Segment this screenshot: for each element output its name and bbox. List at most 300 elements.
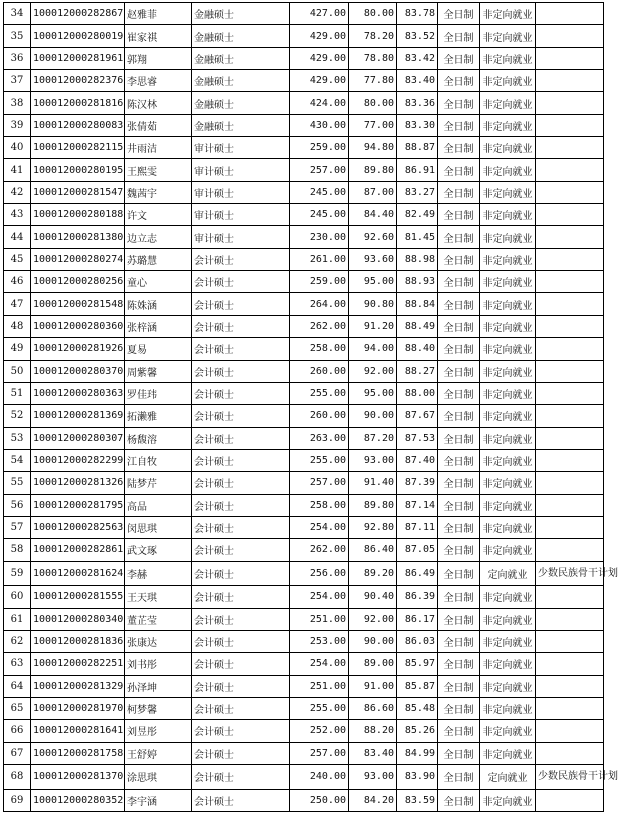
name-cell: 刘书彤 xyxy=(125,653,192,675)
major-cell: 金融硕士 xyxy=(192,92,290,114)
major-cell: 会计硕士 xyxy=(192,271,290,293)
employment-type-cell: 非定向就业 xyxy=(480,516,536,538)
major-cell: 会计硕士 xyxy=(192,561,290,586)
seq-cell: 46 xyxy=(4,271,31,293)
table-row xyxy=(4,561,604,586)
initial-score-cell: 257.00 xyxy=(290,472,349,494)
initial-score-cell: 250.00 xyxy=(290,789,349,811)
seq-cell: 51 xyxy=(4,382,31,404)
initial-score-cell: 255.00 xyxy=(290,697,349,719)
total-score-cell: 83.42 xyxy=(397,47,438,69)
employment-type-cell: 非定向就业 xyxy=(480,405,536,427)
special-plan-cell xyxy=(536,539,604,561)
study-mode-cell: 全日制 xyxy=(438,789,480,811)
major-cell: 会计硕士 xyxy=(192,248,290,270)
special-plan-cell xyxy=(536,494,604,516)
study-mode-cell: 全日制 xyxy=(438,697,480,719)
seq-cell: 48 xyxy=(4,315,31,337)
employment-type-cell: 非定向就业 xyxy=(480,338,536,360)
candidate-id-cell: 100012000281548 xyxy=(31,293,125,315)
study-mode-cell: 全日制 xyxy=(438,405,480,427)
study-mode-cell: 全日制 xyxy=(438,338,480,360)
table-row xyxy=(4,516,604,538)
name-cell: 涂思琪 xyxy=(125,764,192,789)
initial-score-cell: 261.00 xyxy=(290,248,349,270)
table-row xyxy=(4,720,604,742)
total-score-cell: 88.87 xyxy=(397,137,438,159)
study-mode-cell: 全日制 xyxy=(438,675,480,697)
major-cell: 审计硕士 xyxy=(192,159,290,181)
total-score-cell: 83.36 xyxy=(397,92,438,114)
total-score-cell: 88.98 xyxy=(397,248,438,270)
major-cell: 会计硕士 xyxy=(192,494,290,516)
retest-score-cell: 87.20 xyxy=(349,427,397,449)
table-row xyxy=(4,789,604,811)
seq-cell: 53 xyxy=(4,427,31,449)
special-plan-cell xyxy=(536,675,604,697)
retest-score-cell: 89.20 xyxy=(349,561,397,586)
study-mode-cell: 全日制 xyxy=(438,70,480,92)
name-cell: 王熙雯 xyxy=(125,159,192,181)
employment-type-cell: 非定向就业 xyxy=(480,427,536,449)
table-row xyxy=(4,449,604,471)
candidate-id-cell: 100012000282867 xyxy=(31,3,125,25)
table-row xyxy=(4,159,604,181)
total-score-cell: 88.93 xyxy=(397,271,438,293)
employment-type-cell: 非定向就业 xyxy=(480,675,536,697)
seq-cell: 42 xyxy=(4,181,31,203)
candidate-id-cell: 100012000282563 xyxy=(31,516,125,538)
total-score-cell: 87.39 xyxy=(397,472,438,494)
candidate-id-cell: 100012000282861 xyxy=(31,539,125,561)
seq-cell: 63 xyxy=(4,653,31,675)
total-score-cell: 85.48 xyxy=(397,697,438,719)
seq-cell: 49 xyxy=(4,338,31,360)
study-mode-cell: 全日制 xyxy=(438,271,480,293)
retest-score-cell: 93.00 xyxy=(349,449,397,471)
study-mode-cell: 全日制 xyxy=(438,494,480,516)
name-cell: 罗佳玮 xyxy=(125,382,192,404)
initial-score-cell: 262.00 xyxy=(290,539,349,561)
special-plan-cell xyxy=(536,720,604,742)
name-cell: 井雨洁 xyxy=(125,137,192,159)
seq-cell: 67 xyxy=(4,742,31,764)
name-cell: 郭翔 xyxy=(125,47,192,69)
total-score-cell: 87.53 xyxy=(397,427,438,449)
study-mode-cell: 全日制 xyxy=(438,315,480,337)
table-row xyxy=(4,586,604,608)
seq-cell: 45 xyxy=(4,248,31,270)
total-score-cell: 83.59 xyxy=(397,789,438,811)
employment-type-cell: 非定向就业 xyxy=(480,653,536,675)
major-cell: 会计硕士 xyxy=(192,608,290,630)
initial-score-cell: 251.00 xyxy=(290,608,349,630)
seq-cell: 60 xyxy=(4,586,31,608)
table-row xyxy=(4,608,604,630)
name-cell: 杨馥溶 xyxy=(125,427,192,449)
candidate-id-cell: 100012000280340 xyxy=(31,608,125,630)
total-score-cell: 82.49 xyxy=(397,204,438,226)
name-cell: 闵思琪 xyxy=(125,516,192,538)
name-cell: 边立志 xyxy=(125,226,192,248)
name-cell: 高品 xyxy=(125,494,192,516)
study-mode-cell: 全日制 xyxy=(438,427,480,449)
name-cell: 李思睿 xyxy=(125,70,192,92)
seq-cell: 55 xyxy=(4,472,31,494)
employment-type-cell: 非定向就业 xyxy=(480,472,536,494)
candidate-id-cell: 100012000281795 xyxy=(31,494,125,516)
seq-cell: 39 xyxy=(4,114,31,136)
employment-type-cell: 非定向就业 xyxy=(480,204,536,226)
name-cell: 李宇涵 xyxy=(125,789,192,811)
candidate-id-cell: 100012000280019 xyxy=(31,25,125,47)
special-plan-cell xyxy=(536,427,604,449)
table-row xyxy=(4,630,604,652)
employment-type-cell: 非定向就业 xyxy=(480,92,536,114)
major-cell: 会计硕士 xyxy=(192,586,290,608)
candidate-id-cell: 100012000281380 xyxy=(31,226,125,248)
candidate-id-cell: 100012000280352 xyxy=(31,789,125,811)
retest-score-cell: 91.00 xyxy=(349,675,397,697)
major-cell: 审计硕士 xyxy=(192,181,290,203)
study-mode-cell: 全日制 xyxy=(438,449,480,471)
special-plan-cell xyxy=(536,360,604,382)
major-cell: 会计硕士 xyxy=(192,516,290,538)
initial-score-cell: 263.00 xyxy=(290,427,349,449)
table-row xyxy=(4,675,604,697)
total-score-cell: 88.27 xyxy=(397,360,438,382)
retest-score-cell: 90.00 xyxy=(349,630,397,652)
seq-cell: 52 xyxy=(4,405,31,427)
name-cell: 刘昱彤 xyxy=(125,720,192,742)
retest-score-cell: 94.00 xyxy=(349,338,397,360)
initial-score-cell: 264.00 xyxy=(290,293,349,315)
retest-score-cell: 90.00 xyxy=(349,405,397,427)
total-score-cell: 87.40 xyxy=(397,449,438,471)
table-row xyxy=(4,137,604,159)
special-plan-cell xyxy=(536,204,604,226)
retest-score-cell: 84.20 xyxy=(349,789,397,811)
table-row xyxy=(4,360,604,382)
special-plan-cell xyxy=(536,92,604,114)
initial-score-cell: 254.00 xyxy=(290,586,349,608)
name-cell: 陈姝涵 xyxy=(125,293,192,315)
special-plan-cell xyxy=(536,586,604,608)
study-mode-cell: 全日制 xyxy=(438,608,480,630)
table-row xyxy=(4,338,604,360)
special-plan-cell xyxy=(536,3,604,25)
special-plan-cell xyxy=(536,47,604,69)
employment-type-cell: 非定向就业 xyxy=(480,315,536,337)
major-cell: 金融硕士 xyxy=(192,3,290,25)
name-cell: 张康达 xyxy=(125,630,192,652)
name-cell: 拓濑雅 xyxy=(125,405,192,427)
employment-type-cell: 非定向就业 xyxy=(480,630,536,652)
initial-score-cell: 254.00 xyxy=(290,516,349,538)
study-mode-cell: 全日制 xyxy=(438,226,480,248)
seq-cell: 56 xyxy=(4,494,31,516)
total-score-cell: 85.87 xyxy=(397,675,438,697)
employment-type-cell: 非定向就业 xyxy=(480,697,536,719)
employment-type-cell: 非定向就业 xyxy=(480,47,536,69)
total-score-cell: 85.97 xyxy=(397,653,438,675)
candidate-id-cell: 100012000281555 xyxy=(31,586,125,608)
seq-cell: 64 xyxy=(4,675,31,697)
study-mode-cell: 全日制 xyxy=(438,653,480,675)
name-cell: 柯梦馨 xyxy=(125,697,192,719)
seq-cell: 61 xyxy=(4,608,31,630)
major-cell: 会计硕士 xyxy=(192,293,290,315)
initial-score-cell: 430.00 xyxy=(290,114,349,136)
initial-score-cell: 252.00 xyxy=(290,720,349,742)
study-mode-cell: 全日制 xyxy=(438,630,480,652)
employment-type-cell: 非定向就业 xyxy=(480,25,536,47)
initial-score-cell: 257.00 xyxy=(290,742,349,764)
study-mode-cell: 全日制 xyxy=(438,720,480,742)
table-row xyxy=(4,764,604,789)
major-cell: 会计硕士 xyxy=(192,472,290,494)
major-cell: 会计硕士 xyxy=(192,539,290,561)
major-cell: 会计硕士 xyxy=(192,315,290,337)
table-row xyxy=(4,293,604,315)
candidate-id-cell: 100012000281326 xyxy=(31,472,125,494)
name-cell: 张梓涵 xyxy=(125,315,192,337)
employment-type-cell: 非定向就业 xyxy=(480,271,536,293)
name-cell: 江自牧 xyxy=(125,449,192,471)
special-plan-cell xyxy=(536,137,604,159)
total-score-cell: 87.11 xyxy=(397,516,438,538)
major-cell: 会计硕士 xyxy=(192,764,290,789)
retest-score-cell: 91.40 xyxy=(349,472,397,494)
seq-cell: 58 xyxy=(4,539,31,561)
retest-score-cell: 84.40 xyxy=(349,204,397,226)
study-mode-cell: 全日制 xyxy=(438,25,480,47)
initial-score-cell: 255.00 xyxy=(290,449,349,471)
study-mode-cell: 全日制 xyxy=(438,539,480,561)
special-plan-cell xyxy=(536,630,604,652)
table-row xyxy=(4,47,604,69)
candidate-id-cell: 100012000280083 xyxy=(31,114,125,136)
study-mode-cell: 全日制 xyxy=(438,137,480,159)
major-cell: 审计硕士 xyxy=(192,226,290,248)
study-mode-cell: 全日制 xyxy=(438,3,480,25)
retest-score-cell: 87.00 xyxy=(349,181,397,203)
total-score-cell: 86.17 xyxy=(397,608,438,630)
retest-score-cell: 92.60 xyxy=(349,226,397,248)
initial-score-cell: 256.00 xyxy=(290,561,349,586)
candidate-id-cell: 100012000280274 xyxy=(31,248,125,270)
table-body xyxy=(4,3,618,812)
special-plan-cell xyxy=(536,608,604,630)
retest-score-cell: 94.80 xyxy=(349,137,397,159)
study-mode-cell: 全日制 xyxy=(438,181,480,203)
candidate-id-cell: 100012000280360 xyxy=(31,315,125,337)
initial-score-cell: 260.00 xyxy=(290,405,349,427)
table-row xyxy=(4,114,604,136)
table-row xyxy=(4,472,604,494)
seq-cell: 57 xyxy=(4,516,31,538)
table-row xyxy=(4,405,604,427)
retest-score-cell: 92.80 xyxy=(349,516,397,538)
total-score-cell: 85.26 xyxy=(397,720,438,742)
retest-score-cell: 89.80 xyxy=(349,494,397,516)
retest-score-cell: 78.80 xyxy=(349,47,397,69)
employment-type-cell: 非定向就业 xyxy=(480,137,536,159)
retest-score-cell: 86.40 xyxy=(349,539,397,561)
candidate-id-cell: 100012000282376 xyxy=(31,70,125,92)
candidate-id-cell: 100012000280188 xyxy=(31,204,125,226)
seq-cell: 69 xyxy=(4,789,31,811)
employment-type-cell: 非定向就业 xyxy=(480,248,536,270)
name-cell: 孙泽坤 xyxy=(125,675,192,697)
employment-type-cell: 非定向就业 xyxy=(480,3,536,25)
study-mode-cell: 全日制 xyxy=(438,516,480,538)
retest-score-cell: 77.80 xyxy=(349,70,397,92)
study-mode-cell: 全日制 xyxy=(438,764,480,789)
special-plan-cell xyxy=(536,315,604,337)
initial-score-cell: 262.00 xyxy=(290,315,349,337)
table-row xyxy=(4,539,604,561)
candidate-id-cell: 100012000280195 xyxy=(31,159,125,181)
initial-score-cell: 245.00 xyxy=(290,204,349,226)
initial-score-cell: 240.00 xyxy=(290,764,349,789)
study-mode-cell: 全日制 xyxy=(438,360,480,382)
seq-cell: 50 xyxy=(4,360,31,382)
candidate-id-cell: 100012000281624 xyxy=(31,561,125,586)
major-cell: 审计硕士 xyxy=(192,204,290,226)
seq-cell: 68 xyxy=(4,764,31,789)
table-row xyxy=(4,427,604,449)
name-cell: 王天琪 xyxy=(125,586,192,608)
total-score-cell: 84.99 xyxy=(397,742,438,764)
retest-score-cell: 80.00 xyxy=(349,92,397,114)
initial-score-cell: 253.00 xyxy=(290,630,349,652)
retest-score-cell: 93.60 xyxy=(349,248,397,270)
candidate-id-cell: 100012000281641 xyxy=(31,720,125,742)
retest-score-cell: 90.40 xyxy=(349,586,397,608)
table-row xyxy=(4,181,604,203)
employment-type-cell: 非定向就业 xyxy=(480,539,536,561)
initial-score-cell: 424.00 xyxy=(290,92,349,114)
name-cell: 魏茜宇 xyxy=(125,181,192,203)
major-cell: 会计硕士 xyxy=(192,427,290,449)
special-plan-cell xyxy=(536,789,604,811)
employment-type-cell: 非定向就业 xyxy=(480,226,536,248)
retest-score-cell: 78.20 xyxy=(349,25,397,47)
candidate-id-cell: 100012000281970 xyxy=(31,697,125,719)
table-row xyxy=(4,226,604,248)
employment-type-cell: 非定向就业 xyxy=(480,742,536,764)
initial-score-cell: 230.00 xyxy=(290,226,349,248)
special-plan-cell xyxy=(536,697,604,719)
employment-type-cell: 非定向就业 xyxy=(480,789,536,811)
total-score-cell: 83.40 xyxy=(397,70,438,92)
name-cell: 陆梦芹 xyxy=(125,472,192,494)
retest-score-cell: 92.00 xyxy=(349,608,397,630)
name-cell: 苏璐慧 xyxy=(125,248,192,270)
total-score-cell: 83.52 xyxy=(397,25,438,47)
initial-score-cell: 259.00 xyxy=(290,137,349,159)
table-row xyxy=(4,742,604,764)
initial-score-cell: 255.00 xyxy=(290,382,349,404)
study-mode-cell: 全日制 xyxy=(438,382,480,404)
employment-type-cell: 非定向就业 xyxy=(480,494,536,516)
candidate-id-cell: 100012000281547 xyxy=(31,181,125,203)
retest-score-cell: 89.00 xyxy=(349,653,397,675)
name-cell: 赵雅菲 xyxy=(125,3,192,25)
initial-score-cell: 427.00 xyxy=(290,3,349,25)
major-cell: 会计硕士 xyxy=(192,789,290,811)
seq-cell: 41 xyxy=(4,159,31,181)
employment-type-cell: 非定向就业 xyxy=(480,382,536,404)
special-plan-cell xyxy=(536,516,604,538)
special-plan-cell xyxy=(536,114,604,136)
study-mode-cell: 全日制 xyxy=(438,472,480,494)
retest-score-cell: 92.00 xyxy=(349,360,397,382)
total-score-cell: 83.90 xyxy=(397,764,438,789)
major-cell: 会计硕士 xyxy=(192,630,290,652)
seq-cell: 65 xyxy=(4,697,31,719)
table-row xyxy=(4,204,604,226)
special-plan-cell xyxy=(536,382,604,404)
total-score-cell: 83.78 xyxy=(397,3,438,25)
special-plan-cell xyxy=(536,449,604,471)
name-cell: 许文 xyxy=(125,204,192,226)
seq-cell: 37 xyxy=(4,70,31,92)
study-mode-cell: 全日制 xyxy=(438,47,480,69)
seq-cell: 47 xyxy=(4,293,31,315)
seq-cell: 43 xyxy=(4,204,31,226)
seq-cell: 62 xyxy=(4,630,31,652)
seq-cell: 35 xyxy=(4,25,31,47)
total-score-cell: 88.49 xyxy=(397,315,438,337)
special-plan-cell xyxy=(536,181,604,203)
major-cell: 会计硕士 xyxy=(192,382,290,404)
special-plan-cell xyxy=(536,405,604,427)
seq-cell: 44 xyxy=(4,226,31,248)
initial-score-cell: 259.00 xyxy=(290,271,349,293)
seq-cell: 34 xyxy=(4,3,31,25)
initial-score-cell: 254.00 xyxy=(290,653,349,675)
initial-score-cell: 429.00 xyxy=(290,25,349,47)
employment-type-cell: 非定向就业 xyxy=(480,449,536,471)
special-plan-cell xyxy=(536,226,604,248)
total-score-cell: 88.40 xyxy=(397,338,438,360)
major-cell: 金融硕士 xyxy=(192,25,290,47)
table-row xyxy=(4,3,604,25)
special-plan-cell xyxy=(536,653,604,675)
name-cell: 武文琢 xyxy=(125,539,192,561)
total-score-cell: 86.91 xyxy=(397,159,438,181)
retest-score-cell: 90.80 xyxy=(349,293,397,315)
table-row xyxy=(4,248,604,270)
candidate-id-cell: 100012000280256 xyxy=(31,271,125,293)
employment-type-cell: 非定向就业 xyxy=(480,586,536,608)
name-cell: 李赫 xyxy=(125,561,192,586)
major-cell: 会计硕士 xyxy=(192,653,290,675)
initial-score-cell: 257.00 xyxy=(290,159,349,181)
major-cell: 会计硕士 xyxy=(192,720,290,742)
table-row xyxy=(4,92,604,114)
total-score-cell: 86.39 xyxy=(397,586,438,608)
candidate-id-cell: 100012000281329 xyxy=(31,675,125,697)
study-mode-cell: 全日制 xyxy=(438,92,480,114)
study-mode-cell: 全日制 xyxy=(438,248,480,270)
candidate-id-cell: 100012000282299 xyxy=(31,449,125,471)
candidate-id-cell: 100012000281758 xyxy=(31,742,125,764)
candidate-id-cell: 100012000280370 xyxy=(31,360,125,382)
major-cell: 会计硕士 xyxy=(192,405,290,427)
